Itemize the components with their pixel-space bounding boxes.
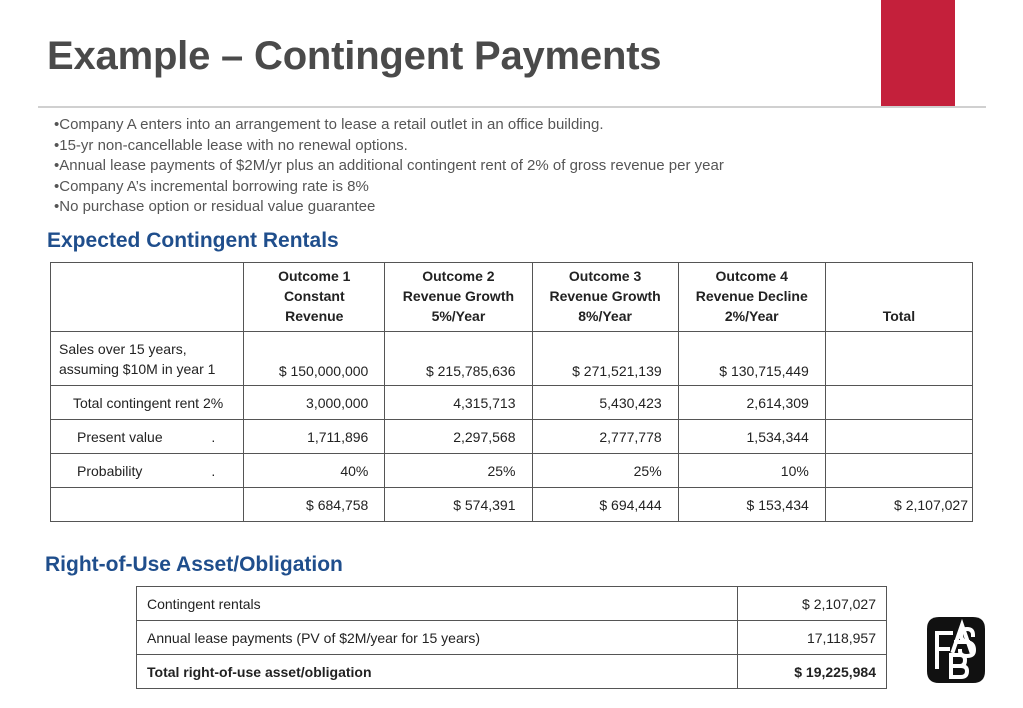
bullet-item: •15-yr non-cancellable lease with no renewal options. <box>54 136 408 154</box>
bullet-item: •Company A enters into an arrangement to lease a retail outlet in an office building. <box>54 116 604 133</box>
row-label-suffix: . <box>211 428 216 445</box>
header-outcome-4 <box>678 263 825 332</box>
header-line: Outcome 1 <box>278 268 351 284</box>
rou-value: 17,118,957 <box>738 621 887 655</box>
cell-value: $ 215,785,636 <box>385 332 532 386</box>
cell-value: 1,534,344 <box>678 420 825 454</box>
row-label-sales <box>51 332 244 386</box>
rou-value: $ 2,107,027 <box>738 587 887 621</box>
cell-value: $ 684,758 <box>244 488 385 522</box>
cell-value: $ 130,715,449 <box>678 332 825 386</box>
row-label-suffix: . <box>211 462 216 479</box>
header-line: Total <box>882 308 916 324</box>
cell-value: $ 150,000,000 <box>244 332 385 386</box>
fasb-logo-icon <box>925 613 987 687</box>
cell-value <box>825 454 972 488</box>
header-line: Outcome 3 <box>568 268 642 284</box>
rou-label: Annual lease payments (PV of $2M/year for 15 years) <box>137 621 738 655</box>
header-line: Outcome 4 <box>715 268 788 284</box>
cell-value: 1,711,896 <box>244 420 385 454</box>
table-row-weighted <box>51 488 973 522</box>
row-label-probability <box>51 454 244 488</box>
cell-value: 5,430,423 <box>532 386 678 420</box>
cell-value: 10% <box>678 454 825 488</box>
header-outcome-1 <box>244 263 385 332</box>
slide-title: Example – Contingent Payments <box>47 34 662 78</box>
table-header-row <box>51 263 973 332</box>
cell-total: $ 2,107,027 <box>825 488 972 522</box>
header-outcome-2 <box>385 263 532 332</box>
table-row-probability <box>51 454 973 488</box>
header-line: Revenue <box>285 308 344 324</box>
table-row-sales <box>51 332 973 386</box>
cell-value: 4,315,713 <box>385 386 532 420</box>
header-line: Constant <box>283 288 345 304</box>
row-label-text: Probability <box>77 462 143 479</box>
header-line: 5%/Year <box>431 308 486 324</box>
bullet-item: •Annual lease payments of $2M/yr plus an additional contingent rent of 2% of gross revenue per year <box>54 157 724 174</box>
bullet-item: •Company A’s incremental borrowing rate is 8% <box>54 177 369 195</box>
header-outcome-3 <box>532 263 678 332</box>
row-label-line: assuming $10M in year 1 <box>59 361 216 377</box>
header-line: Revenue Decline <box>695 288 808 304</box>
rou-label: Contingent rentals <box>137 587 738 621</box>
cell-value: 25% <box>532 454 678 488</box>
cell-value: $ 694,444 <box>532 488 678 522</box>
table-row-contingent-rent <box>51 386 973 420</box>
header-line: 8%/Year <box>578 308 632 324</box>
cell-value: 2,297,568 <box>385 420 532 454</box>
expected-contingent-rentals-heading: Expected Contingent Rentals <box>47 229 339 252</box>
empty-header-cell <box>51 263 244 332</box>
cell-value: $ 271,521,139 <box>532 332 678 386</box>
right-of-use-heading: Right-of-Use Asset/Obligation <box>45 553 343 576</box>
cell-value <box>825 332 972 386</box>
cell-value: 3,000,000 <box>244 386 385 420</box>
bullet-item: •No purchase option or residual value guarantee <box>54 198 376 215</box>
header-line: Revenue Growth <box>402 288 515 304</box>
accent-block <box>881 0 955 106</box>
cell-value: 40% <box>244 454 385 488</box>
table-row-present-value <box>51 420 973 454</box>
cell-value <box>825 386 972 420</box>
header-total <box>825 263 972 332</box>
table-row <box>137 587 887 621</box>
cell-value: 2,777,778 <box>532 420 678 454</box>
contingent-rentals-table <box>50 262 973 522</box>
row-label-present-value <box>51 420 244 454</box>
cell-value: 25% <box>385 454 532 488</box>
header-line: Revenue Growth <box>549 288 661 304</box>
rou-label-total: Total right-of-use asset/obligation <box>137 655 738 689</box>
right-of-use-table <box>136 586 887 689</box>
row-label-line: Sales over 15 years, <box>59 341 187 357</box>
cell-value <box>825 420 972 454</box>
row-label-empty <box>51 488 244 522</box>
cell-value: $ 153,434 <box>678 488 825 522</box>
table-row <box>137 621 887 655</box>
bullet-list <box>54 115 724 218</box>
table-row-total <box>137 655 887 689</box>
header-line: Outcome 2 <box>422 268 495 284</box>
cell-value: 2,614,309 <box>678 386 825 420</box>
row-label-contingent-rent: Total contingent rent 2% <box>51 386 244 420</box>
rou-value-total: $ 19,225,984 <box>738 655 887 689</box>
title-divider <box>38 106 986 108</box>
header-line: 2%/Year <box>724 308 779 324</box>
row-label-text: Present value <box>77 428 163 445</box>
cell-value: $ 574,391 <box>385 488 532 522</box>
